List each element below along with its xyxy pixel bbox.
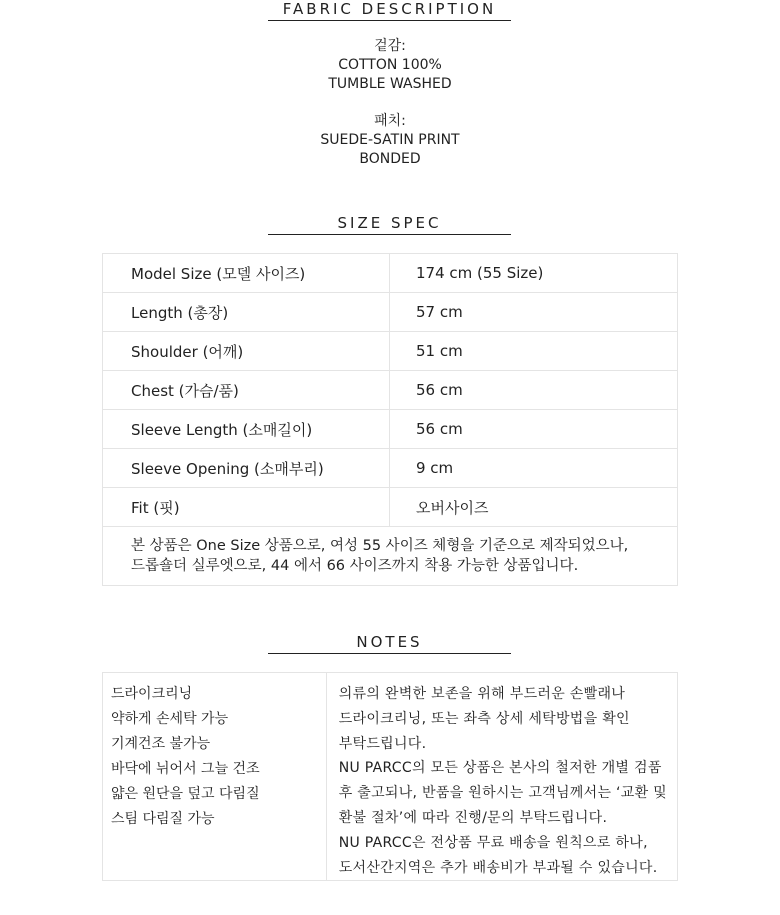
notice-text [326,673,677,881]
notice-line: 도서산간지역은 추가 배송비가 부과될 수 있습니다. [338,859,658,876]
spec-value: 57 cm [390,293,678,332]
shell-line: COTTON 100% [338,57,442,73]
table-row [103,371,678,410]
notes-title: NOTES [268,633,511,654]
spec-value: 9 cm [390,449,678,488]
size-spec-title: SIZE SPEC [268,214,511,235]
spec-value: 174 cm (55 Size) [390,254,678,293]
notice-line: 드라이크리닝, 또는 좌측 상세 세탁방법을 확인 [338,710,630,727]
notes-table [102,672,678,881]
spec-label: Sleeve Opening (소매부리) [103,449,390,488]
shell-label: 겉감: [374,38,406,54]
notice-line: 환불 절차’에 따라 진행/문의 부탁드립니다. [338,809,608,826]
care-item: 바닥에 뉘어서 그늘 건조 [111,761,260,777]
care-item: 얇은 원단을 덮고 다림질 [111,786,260,802]
notice-line: 후 출고되나, 반품을 원하시는 고객님께서는 ‘교환 및 [338,785,667,802]
spec-value: 51 cm [390,332,678,371]
size-note-line: 드롭숄더 실루엣으로, 44 에서 66 사이즈까지 착용 가능한 상품입니다. [131,558,579,574]
notice-line: NU PARCC의 모든 상품은 본사의 철저한 개별 검품 [338,760,662,777]
table-row [103,449,678,488]
spec-label: Length (총장) [103,293,390,332]
table-row [103,410,678,449]
spec-label: Fit (핏) [103,488,390,527]
shell-line: TUMBLE WASHED [328,76,452,92]
spec-label: Sleeve Length (소매길이) [103,410,390,449]
table-row [103,254,678,293]
care-item: 기계건조 불가능 [111,736,211,752]
size-note-row [103,527,678,586]
table-row [103,488,678,527]
spec-value: 56 cm [390,410,678,449]
care-instructions [103,673,327,881]
size-note-line: 본 상품은 One Size 상품으로, 여성 55 사이즈 체형을 기준으로 제작되었으나, [131,538,629,554]
notice-line: NU PARCC은 전상품 무료 배송을 원칙으로 하나, [338,834,648,851]
spec-label: Shoulder (어깨) [103,332,390,371]
patch-line: SUEDE-SATIN PRINT [320,132,460,148]
patch-label: 패치: [374,113,406,129]
fabric-description [0,37,780,169]
spec-value: 56 cm [390,371,678,410]
spec-label: Model Size (모델 사이즈) [103,254,390,293]
table-row [103,332,678,371]
fabric-description-title: FABRIC DESCRIPTION [268,0,511,21]
size-note [103,527,678,586]
care-item: 스팀 다림질 가능 [111,811,215,827]
notice-line: 의류의 완벽한 보존을 위해 부드러운 손빨래나 [338,686,626,702]
spacer [0,94,780,112]
table-row [103,293,678,332]
care-item: 드라이크리닝 [111,686,193,702]
care-item: 약하게 손세탁 가능 [111,711,229,727]
spec-label: Chest (가슴/품) [103,371,390,410]
patch-line: BONDED [359,151,421,167]
notice-line: 부탁드립니다. [338,735,427,752]
spec-value: 오버사이즈 [390,488,678,527]
table-row [103,673,678,881]
size-spec-table [102,253,678,586]
